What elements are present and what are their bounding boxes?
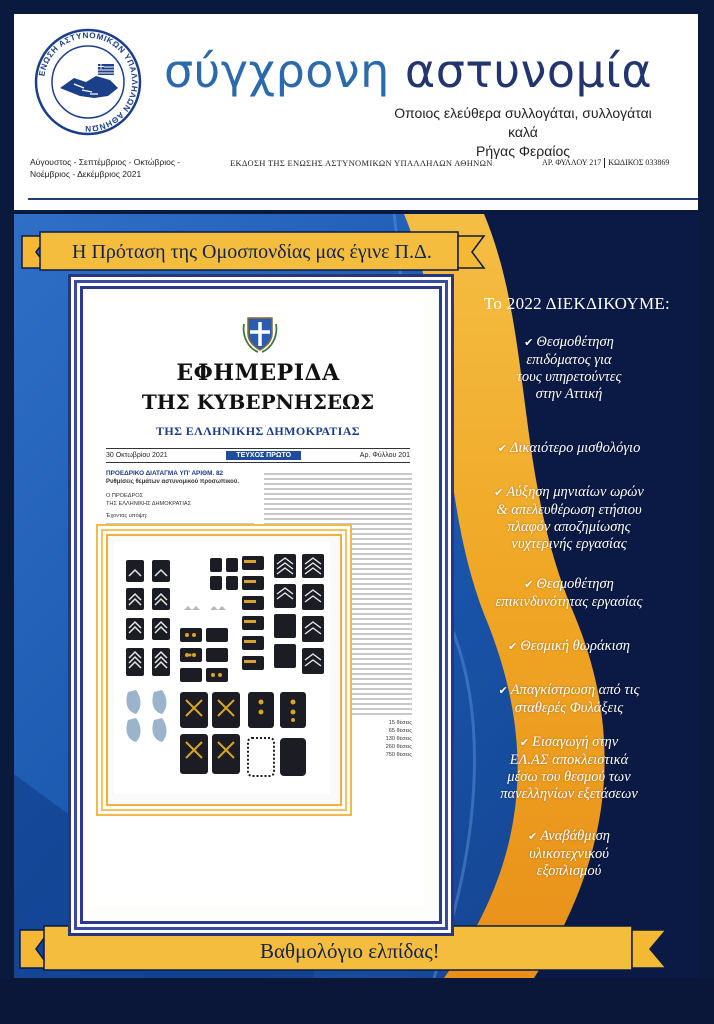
- svg-text:ΕΝΩΣΗ ΑΣΤΥΝΟΜΙΚΩΝ ΥΠΑΛΛΗΛΩΝ ΑΘ: ΕΝΩΣΗ ΑΣΤΥΝΟΜΙΚΩΝ ΥΠΑΛΛΗΛΩΝ ΑΘΗΝΩΝ: [37, 30, 140, 134]
- demand-item: [444, 440, 694, 458]
- issue-months-line-1: Αύγουστος - Σεπτέμβριος - Οκτώβριος -: [30, 157, 181, 167]
- masthead-word-1: σύγχρονη: [164, 44, 390, 98]
- masthead-word-2: αστυνομία: [404, 44, 653, 98]
- masthead-title: [164, 44, 653, 98]
- demand-line: ΕΛ.ΑΣ αποκλειστικά: [509, 752, 629, 768]
- demand-item: [444, 576, 694, 611]
- issue-number: ΑΡ. ΦΥΛΛΟΥ 217: [542, 158, 602, 167]
- page-bottom-edge: [0, 978, 714, 1024]
- gazette-rule: [106, 448, 410, 449]
- demand-line: Αύξηση μηνιαίων ωρών: [506, 484, 644, 500]
- cover-artwork: [14, 214, 698, 978]
- demands-heading: Το 2022 ΔΙΕΚΔΙΚΟΥΜΕ:: [483, 294, 671, 313]
- demand-line: & απελευθέρωση ετήσιου: [496, 502, 642, 518]
- demand-item: [444, 828, 694, 880]
- issue-info: [542, 158, 669, 168]
- demand-line: Αναβάθμιση: [540, 828, 610, 844]
- demand-item: [444, 638, 694, 656]
- demand-line: Απαγκίστρωση από τις: [510, 682, 640, 698]
- demand-line: νυχτερινής εργασίας: [511, 536, 627, 552]
- masthead-header: [14, 14, 698, 210]
- position-count: 65 θέσεις: [388, 728, 412, 734]
- gazette-title-line-1: ΕΦΗΜΕΡΙΔΑ: [176, 360, 340, 386]
- demand-item: [444, 682, 694, 717]
- decree-president-1: Ο ΠΡΟΕΔΡΟΣ: [106, 493, 144, 499]
- gazette-title-line-2: ΤΗΣ ΚΥΒΕΡΝΗΣΕΩΣ: [141, 390, 375, 414]
- demand-line: σταθερές Φυλάξεις: [514, 700, 624, 716]
- checkmark-icon: ✔: [524, 579, 534, 591]
- checkmark-icon: ✔: [519, 737, 530, 749]
- decree-subject: Ρυθμίσεις θεμάτων αστυνομικού προσωπικού.: [106, 479, 239, 485]
- checkmark-icon: ✔: [497, 443, 507, 455]
- checkmark-icon: ✔: [494, 487, 504, 499]
- position-count: 130 θέσεις: [385, 736, 412, 742]
- demand-line: τους υπηρετούντες: [516, 369, 622, 385]
- headline-ribbon-bottom: Βαθμολόγιο ελπίδας!: [260, 939, 440, 963]
- publisher-line: ΕΚΔΟΣΗ ΤΗΣ ΕΝΩΣΗΣ ΑΣΤΥΝΟΜΙΚΩΝ ΥΠΑΛΛΗΛΩΝ ΑΘΗΝΩΝ: [230, 158, 493, 168]
- issue-months-line-2: Νοέμβριος - Δεκέμβριος 2021: [30, 169, 142, 179]
- decree-president-2: ΤΗΣ ΕΛΛΗΝΙΚΗΣ ΔΗΜΟΚΡΑΤΙΑΣ: [106, 501, 192, 507]
- demand-item: [444, 484, 694, 553]
- checkmark-icon: ✔: [508, 641, 518, 653]
- greek-coat-of-arms-icon: [240, 314, 280, 354]
- gazette-date: 30 Οκτωβρίου 2021: [106, 452, 168, 459]
- motto-author: Ρήγας Φεραίος: [476, 143, 570, 159]
- position-count: 750 θέσεις: [385, 752, 412, 758]
- headline-ribbon-top: Η Πρόταση της Ομοσπονδίας μας έγινε Π.Δ.: [72, 241, 432, 263]
- demand-line: πανελληνίων εξετάσεων: [500, 786, 638, 802]
- demand-line: στην Αττική: [535, 386, 603, 402]
- union-logo: [34, 28, 142, 136]
- demand-line: Θεσμοθέτηση: [536, 334, 614, 350]
- checkmark-icon: ✔: [528, 831, 538, 843]
- position-count: 260 θέσεις: [385, 744, 412, 750]
- gazette-title-line-3: ΤΗΣ ΕΛΛΗΝΙΚΗΣ ΔΗΜΟΚΡΑΤΙΑΣ: [155, 424, 360, 438]
- decree-considering: Έχοντας υπόψη:: [106, 513, 148, 519]
- demand-line: επικινδυνότητας εργασίας: [495, 594, 643, 610]
- issue-code: ΚΩΔΙΚΟΣ 033869: [608, 158, 670, 167]
- gazette-volume: ΤΕΥΧΟΣ ΠΡΩΤΟ: [226, 451, 301, 460]
- motto: [378, 104, 668, 161]
- demand-line: Δικαιότερο μισθολόγιο: [509, 440, 641, 456]
- decree-heading: ΠΡΟΕΔΡΙΚΟ ΔΙΑΤΑΓΜΑ ΥΠ' ΑΡΙΘΜ. 82: [106, 470, 224, 477]
- header-divider: [28, 198, 698, 200]
- demand-line: Θεσμοθέτηση: [536, 576, 614, 592]
- position-count: 15 θέσεις: [388, 720, 412, 726]
- checkmark-icon: ✔: [498, 685, 508, 697]
- demand-line: Θεσμική θωράκιση: [520, 638, 630, 654]
- demand-line: επιδόματος για: [526, 352, 612, 368]
- gazette-rule-2: [106, 462, 410, 463]
- checkmark-icon: ✔: [524, 337, 534, 349]
- gazette-sheet: Αρ. Φύλλου 201: [359, 452, 410, 459]
- demand-line: μέσω του θεσμού των: [507, 769, 631, 785]
- rank-insignia-image: [114, 542, 330, 794]
- motto-quote: Οποιος ελεύθερα συλλογάται, συλλογάται καλά: [394, 105, 652, 140]
- demand-line: Εισαγωγή στην: [532, 734, 619, 750]
- demand-line: πλαφόν αποζημίωσης: [507, 519, 631, 535]
- demand-line: υλικοτεχνικού: [529, 846, 609, 862]
- demand-item: [444, 334, 694, 403]
- gazette-meta: [106, 451, 410, 460]
- issue-months: [30, 156, 195, 180]
- demand-item: [444, 734, 694, 803]
- demand-line: εξοπλισμού: [536, 863, 602, 879]
- issue-separator: [604, 158, 605, 168]
